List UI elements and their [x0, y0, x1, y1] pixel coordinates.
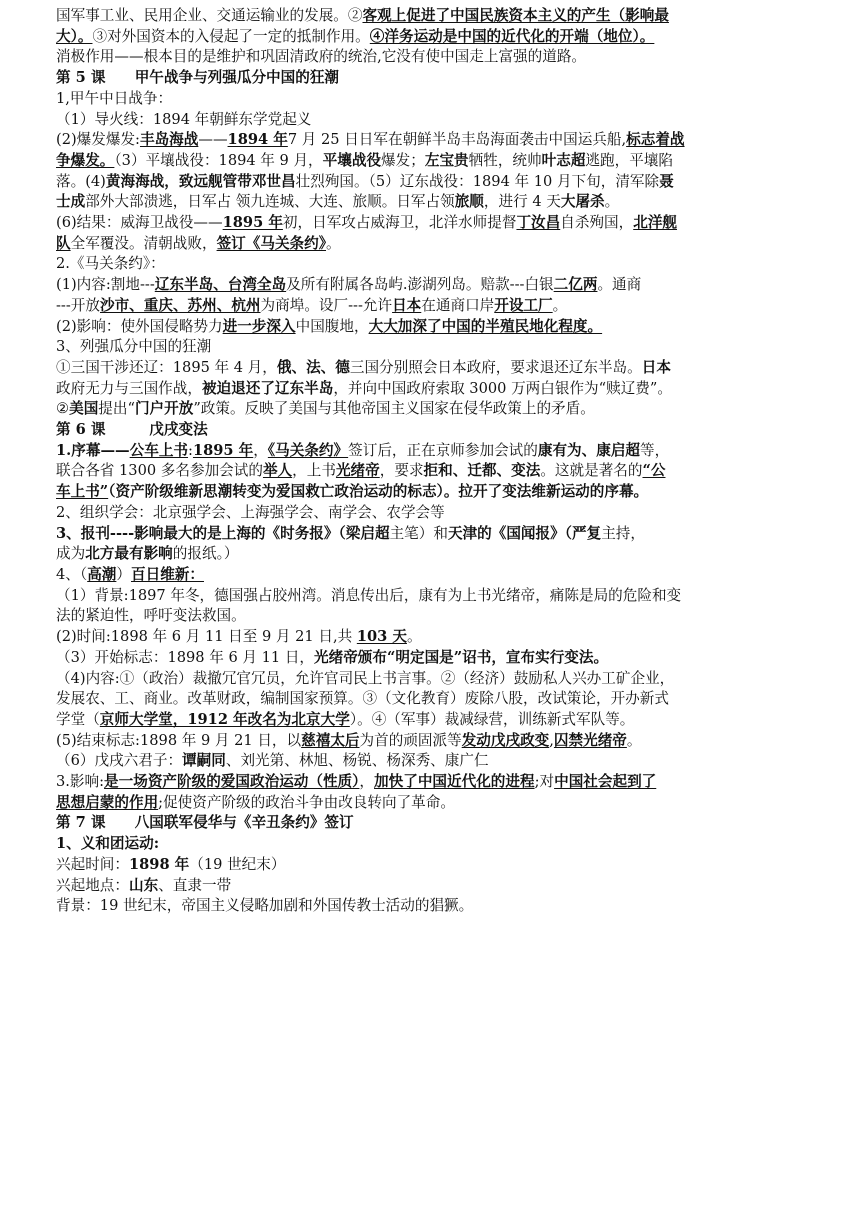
text-segment: 高潮: [87, 565, 117, 583]
text-segment: 签订《马关条约》: [216, 234, 327, 252]
text-line: [56, 834, 796, 855]
text-segment: 举人: [262, 462, 293, 480]
text-segment: 光绪帝: [335, 462, 380, 480]
text-line: [56, 110, 796, 131]
text-line: [56, 689, 796, 710]
text-line: [56, 876, 796, 897]
text-line: [56, 648, 796, 669]
text-segment: 提出“: [98, 400, 135, 418]
text-segment: 7 月 25 日日军在朝鲜半岛丰岛海面袭击中国运兵船,: [287, 131, 627, 149]
text-segment: 中国社会起到了: [554, 773, 657, 791]
text-segment: （1）背景:1897 年冬，德国强占胶州湾。消息传出后，康有为上书光绪帝，痛陈是局的危险和变: [56, 586, 682, 604]
text-segment: 山东: [128, 876, 159, 894]
text-segment: 车上书”: [56, 483, 109, 501]
text-segment: ②: [56, 400, 70, 418]
text-segment: 丰岛海战: [139, 131, 199, 149]
text-segment: (2)影响：使外国侵略势力: [56, 317, 223, 335]
text-segment: 争爆发。: [56, 151, 115, 169]
text-segment: ,: [549, 731, 554, 749]
text-line: [56, 565, 796, 586]
text-line: [56, 461, 796, 482]
text-segment: :: [188, 441, 193, 459]
text-segment: 第 7 课 八国联军侵华与《辛丑条约》签订: [56, 814, 354, 832]
text-segment: 成为: [56, 545, 86, 563]
text-segment: 背景：19 世纪末，帝国主义侵略加剧和外国传教士活动的猖獗。: [56, 897, 474, 915]
text-segment: 1,甲午中日战争：: [56, 89, 173, 107]
text-segment: 1.: [56, 441, 72, 459]
text-segment: ）。④（军事）裁减绿营，训练新式军队等。: [349, 710, 635, 728]
text-segment: 天津的《国闻报》（严复: [447, 524, 602, 542]
text-segment: 队: [56, 234, 71, 252]
text-segment: 2.《马关条约》：: [56, 255, 165, 273]
text-segment: 。这就是著名的: [540, 462, 643, 480]
text-line: [56, 130, 796, 151]
text-segment: 光绪帝颁布“明定国是”诏书，宣布实行变法。: [314, 648, 609, 666]
text-segment: 。: [626, 731, 642, 749]
text-segment: ，进行 4 天: [483, 193, 561, 211]
text-segment: 自杀殉国，: [560, 214, 634, 232]
text-segment: 全军覆没。清朝战败，: [70, 234, 217, 252]
text-segment: 加快了中国近代化的进程: [374, 773, 535, 791]
text-segment: 103 天: [356, 628, 407, 646]
text-segment: (2)爆发爆发:: [56, 131, 140, 149]
text-segment: 3、报刊----影响最大的是: [56, 524, 222, 542]
text-line: [56, 275, 796, 296]
text-segment: ④洋务运动是中国的近代化的开端（地位）。: [369, 27, 655, 45]
text-segment: 政府无力与三国作战，: [56, 379, 202, 397]
text-segment: 第 6 课 戊戌变法: [56, 421, 208, 439]
text-line: [56, 68, 796, 89]
text-segment: 1、义和团运动:: [56, 835, 160, 853]
text-segment: 为首的顽固派等: [359, 731, 462, 749]
text-segment: 爆发；: [381, 151, 425, 169]
text-line: [56, 317, 796, 338]
text-segment: 牺牲，统帅: [468, 151, 542, 169]
text-segment: 思想启蒙的作用: [56, 793, 159, 811]
text-segment: 3、列强瓜分中国的狂潮: [56, 338, 212, 356]
text-line: [56, 710, 796, 731]
text-segment: 左宝贵: [424, 151, 469, 169]
text-line: [56, 420, 796, 441]
text-segment: 主笔）和: [389, 524, 448, 542]
text-segment: ---开放: [56, 296, 100, 314]
text-segment: ”政策。反映了美国与其他帝国主义国家在侵华政策上的矛盾。: [193, 400, 595, 418]
text-segment: 国军事工业、民用企业、交通运输业的发展。②: [56, 7, 363, 24]
text-segment: 囚禁光绪帝: [553, 731, 627, 749]
text-segment: 谭嗣同: [182, 752, 226, 770]
text-line: [56, 151, 796, 172]
text-segment: 平壤战役: [322, 151, 382, 169]
text-segment: 是一场资产阶级的爱国政治运动（性质）: [104, 773, 360, 791]
text-segment: 叶志超: [541, 151, 586, 169]
text-segment: 大）。: [56, 27, 93, 45]
text-line: [56, 627, 796, 648]
text-line: [56, 731, 796, 752]
text-segment: “公: [642, 462, 666, 480]
text-line: [56, 399, 796, 420]
text-line: [56, 89, 796, 110]
text-segment: 三国分别照会日本政府，要求退还辽东半岛。: [349, 358, 642, 376]
text-segment: 3.影响:: [56, 773, 105, 791]
text-segment: （1）导火线：1894 年朝鲜东学党起义: [56, 110, 312, 128]
text-segment: （资产阶级维新思潮转变为爱国救亡政治运动的标志）。拉开了变法维新运动的序幕。: [108, 483, 649, 501]
text-segment: 法的紧迫性，呼吁变法救国。: [56, 607, 246, 625]
text-segment: 2、组织学会：北京强学会、上海强学会、南学会、农学会等: [56, 503, 445, 521]
text-line: [56, 751, 796, 772]
text-segment: 在通商口岸: [421, 296, 495, 314]
text-segment: 美国: [69, 400, 99, 418]
text-segment: ;促使资产阶级的政治斗争由改良转向了革命。: [158, 793, 455, 811]
text-segment: ——: [198, 131, 228, 149]
text-segment: 《马关条约》: [267, 441, 349, 459]
text-segment: 开设工厂: [494, 296, 553, 314]
text-segment: 二亿两: [553, 276, 598, 294]
text-line: [56, 192, 796, 213]
text-segment: 兴起时间：: [56, 855, 129, 873]
text-line: [56, 482, 796, 503]
text-segment: ①三国干涉还辽：1895 年 4 月，: [56, 358, 277, 376]
text-segment: 中国腹地，: [295, 317, 369, 335]
text-line: [56, 855, 796, 876]
text-segment: 被迫退还了辽东半岛: [201, 379, 334, 397]
text-line: [56, 213, 796, 234]
text-line: [56, 379, 796, 400]
text-line: [56, 669, 796, 690]
text-line: [56, 441, 796, 462]
text-segment: 上海的《时务报》（梁启超: [221, 524, 390, 542]
text-segment: ）: [116, 565, 131, 583]
text-segment: 慈禧太后: [301, 731, 360, 749]
text-segment: ③对外国资本的入侵起了一定的抵制作用。: [92, 27, 370, 45]
text-segment: 部外大部溃逃，日军占 领九连城、大连、旅顺。日军占领: [85, 193, 455, 211]
text-segment: (6)结果：威海卫战役——: [56, 214, 223, 232]
text-segment: 日本: [392, 296, 422, 314]
text-segment: 康有为、康启超: [537, 441, 641, 459]
text-segment: 旅顺: [454, 193, 484, 211]
text-line: [56, 503, 796, 524]
text-line: [56, 172, 796, 193]
text-segment: 大大加深了中国的半殖民地化程度。: [368, 317, 603, 335]
text-segment: 主持，: [601, 524, 645, 542]
text-segment: 聂: [659, 172, 674, 190]
text-segment: （19 世纪末）: [189, 855, 286, 873]
text-segment: 发展农、工、商业。改革财政，编制国家预算。③（文化教育）废除八股，改试策论，开办新式: [56, 690, 669, 708]
text-segment: 兴起地点：: [56, 876, 129, 894]
text-segment: 落。(4): [56, 172, 106, 190]
text-line: [56, 358, 796, 379]
text-segment: 沙市、重庆、苏州、杭州: [99, 296, 261, 314]
text-segment: 。: [604, 193, 620, 211]
text-segment: 1894 年: [227, 131, 288, 149]
text-segment: 北方最有影响: [85, 545, 173, 563]
text-segment: ;对: [534, 773, 555, 791]
text-line: [56, 254, 796, 275]
text-segment: 、刘光第、林旭、杨锐、杨深秀、康广仁: [225, 752, 489, 770]
text-segment: （4)内容:①（政治）裁撤冗官冗员，允许官司民上书言事。②（经济）鼓励私人兴办工矿企业，: [56, 669, 675, 687]
text-segment: 进一步深入: [222, 317, 296, 335]
text-segment: 黄海海战，致远舰管带邓世昌: [105, 172, 296, 190]
text-segment: (5)结束标志:1898 年 9 月 21 日，以: [56, 731, 302, 749]
text-line: [56, 47, 796, 68]
text-line: [56, 772, 796, 793]
text-segment: 签订后，正在京师参加会试的: [348, 441, 538, 459]
text-segment: ，上书: [292, 462, 336, 480]
text-segment: 联合各省 1300 多名参加会试的: [56, 462, 263, 480]
text-segment: 第 5 课 甲午战争与列强瓜分中国的狂潮: [56, 69, 340, 87]
text-segment: 4、（: [56, 565, 88, 583]
text-segment: 公车上书: [129, 441, 189, 459]
text-segment: 丁汝昌: [516, 214, 561, 232]
text-segment: 。: [552, 296, 568, 314]
text-segment: (1)内容:割地---: [56, 276, 155, 294]
text-segment: 百日维新：: [131, 565, 204, 583]
text-segment: 京师大学堂，1912 年改名为北京大学: [99, 710, 350, 728]
text-segment: 为商埠。设厂---允许: [260, 296, 393, 314]
text-segment: 等，: [640, 441, 670, 459]
text-segment: （6）戊戌六君子：: [56, 752, 183, 770]
text-segment: 。: [326, 234, 341, 252]
text-line: [56, 544, 796, 565]
text-segment: 辽东半岛、台湾全岛: [154, 276, 287, 294]
text-segment: 1898 年: [128, 855, 190, 873]
text-line: [56, 896, 796, 917]
text-line: [56, 234, 796, 255]
text-segment: 客观上促进了中国民族资本主义的产生（影响最: [362, 7, 669, 24]
text-segment: 。: [406, 628, 422, 646]
text-line: [56, 6, 796, 27]
text-line: [56, 27, 796, 48]
text-line: [56, 813, 796, 834]
text-segment: 消极作用——根本目的是维护和巩固清政府的统治,它没有使中国走上富强的道路。: [56, 48, 587, 66]
text-line: [56, 524, 796, 545]
text-segment: 日本: [641, 358, 671, 376]
text-segment: ，: [359, 773, 375, 791]
text-segment: 1895 年: [222, 214, 283, 232]
text-segment: 逃跑，平壤陷: [585, 151, 673, 169]
text-segment: 拒和、迁都、变法: [423, 462, 541, 480]
text-segment: 学堂（: [56, 710, 100, 728]
text-segment: 及所有附属各岛屿.澎湖列岛。赔款---白银: [286, 276, 554, 294]
text-segment: 门户开放: [134, 400, 194, 418]
text-segment: 大屠杀: [560, 193, 605, 211]
text-line: [56, 606, 796, 627]
text-segment: 发动戊戌政变: [461, 731, 550, 749]
text-segment: 北洋舰: [633, 214, 678, 232]
text-segment: 壮烈殉国。（5）辽东战役：1894 年 10 月下旬，清军除: [295, 172, 660, 190]
text-segment: 士成: [56, 193, 86, 211]
text-segment: 初，日军攻占威海卫，北洋水师提督: [282, 214, 517, 232]
text-segment: ，: [253, 441, 268, 459]
text-segment: 俄、法、德: [276, 358, 350, 376]
text-segment: （3）平壤战役：1894 年 9 月，: [114, 151, 323, 169]
text-segment: (2)时间:1898 年 6 月 11 日至 9 月 21 日,共: [56, 628, 357, 646]
text-line: [56, 586, 796, 607]
text-segment: 标志着战: [626, 131, 685, 149]
text-line: [56, 296, 796, 317]
text-segment: 。通商: [597, 276, 642, 294]
text-segment: 1895 年: [192, 441, 254, 459]
text-segment: （3）开始标志：1898 年 6 月 11 日，: [56, 648, 315, 666]
text-segment: ，并向中国政府索取 3000 万两白银作为“赎辽费”。: [333, 379, 672, 397]
text-line: [56, 793, 796, 814]
text-line: [56, 337, 796, 358]
text-segment: 序幕——: [71, 441, 130, 459]
text-segment: 、直隶一带: [158, 876, 232, 894]
text-segment: 的报纸。）: [172, 545, 239, 563]
text-segment: ，要求: [379, 462, 424, 480]
